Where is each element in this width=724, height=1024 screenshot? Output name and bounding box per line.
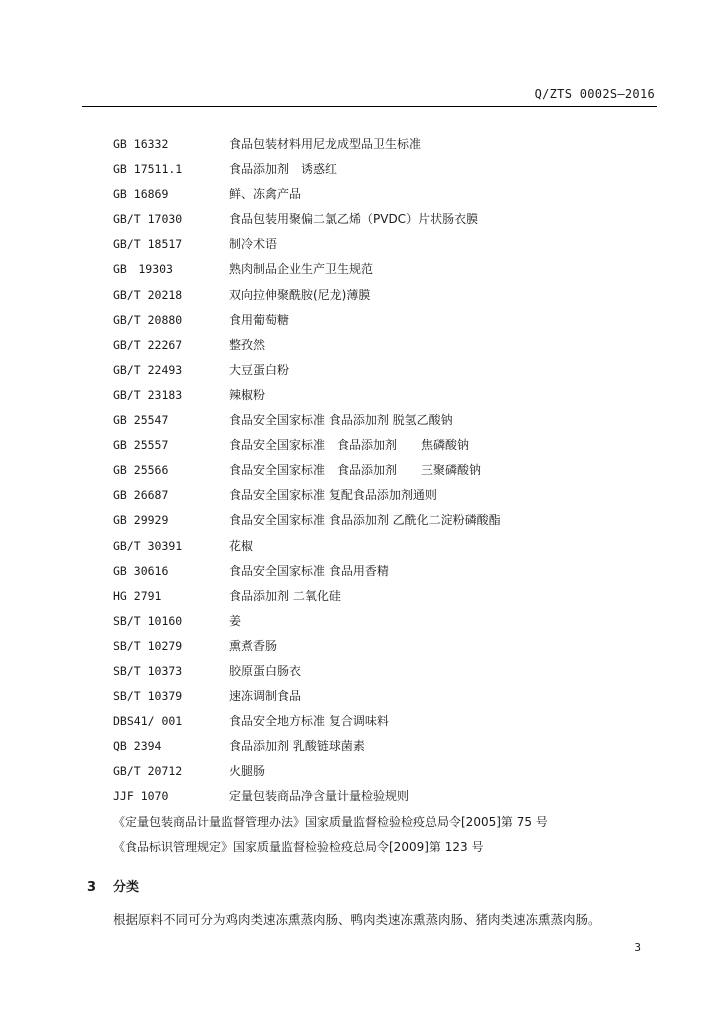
reference-code: GB 16332 bbox=[113, 137, 169, 151]
reference-title: 食品安全国家标准 食品用香精 bbox=[229, 563, 389, 578]
reference-row bbox=[113, 234, 673, 259]
reference-title: 速冻调制食品 bbox=[229, 689, 302, 704]
reference-code: JJF 1070 bbox=[113, 789, 169, 804]
reference-title: 食品安全国家标准 食品添加剂 三聚磷酸钠 bbox=[229, 463, 482, 478]
reference-title: 辣椒粉 bbox=[229, 387, 266, 402]
reference-title: 定量包装商品净含量计量检验规则 bbox=[229, 789, 410, 804]
reference-title: 食品包装材料用尼龙成型品卫生标准 bbox=[229, 137, 422, 151]
reference-title: 大豆蛋白粉 bbox=[229, 362, 290, 377]
reference-row bbox=[113, 711, 673, 736]
reference-code: GB/T 22493 bbox=[113, 362, 183, 377]
reference-code: GB 25547 bbox=[113, 413, 169, 428]
section-body-text: 根据原料不同可分为鸡肉类速冻熏蒸肉肠、鸭肉类速冻熏蒸肉肠、猪肉类速冻熏蒸肉肠。 bbox=[113, 912, 601, 927]
reference-code: GB/T 17030 bbox=[113, 212, 183, 227]
reference-row bbox=[113, 209, 673, 234]
reference-row bbox=[113, 460, 673, 485]
reference-title: 花椒 bbox=[229, 538, 254, 553]
reference-row bbox=[113, 611, 673, 636]
reference-title: 食品包装用聚偏二氯乙烯（PVDC）片状肠衣膜 bbox=[229, 212, 479, 227]
reference-row bbox=[113, 485, 673, 510]
reference-code: QB 2394 bbox=[113, 739, 162, 754]
reference-row bbox=[113, 360, 673, 385]
reference-title: 火腿肠 bbox=[229, 764, 266, 779]
reference-title: 制冷术语 bbox=[229, 237, 278, 252]
page-number: 3 bbox=[634, 941, 641, 954]
reference-code: GB 16869 bbox=[113, 187, 169, 202]
reference-title: 食品安全国家标准 食品添加剂 焦磷酸钠 bbox=[229, 438, 470, 453]
reference-row bbox=[113, 736, 673, 761]
normative-references-list bbox=[113, 134, 673, 862]
reference-row bbox=[113, 661, 673, 686]
header-rule bbox=[82, 106, 657, 107]
reference-title: 胶原蛋白肠衣 bbox=[229, 663, 302, 678]
reference-title: 食用葡萄糖 bbox=[229, 312, 290, 327]
section-title: 分类 bbox=[113, 880, 140, 895]
reference-title: 熟肉制品企业生产卫生规范 bbox=[229, 262, 374, 277]
reference-title: 食品安全国家标准 食品添加剂 乙酰化二淀粉磷酸酯 bbox=[229, 513, 501, 528]
standard-code-header: Q/ZTS 0002S—2016 bbox=[534, 87, 655, 101]
reference-row bbox=[113, 686, 673, 711]
reference-code: GB 19303 bbox=[113, 262, 173, 277]
reference-code: SB/T 10373 bbox=[113, 663, 183, 678]
reference-row bbox=[113, 761, 673, 786]
reference-row bbox=[113, 536, 673, 561]
reference-code: GB/T 18517 bbox=[113, 237, 183, 252]
reference-row bbox=[113, 259, 673, 284]
reference-code: SB/T 10279 bbox=[113, 638, 183, 653]
reference-code: GB 26687 bbox=[113, 488, 169, 503]
section-number: 3 bbox=[87, 880, 97, 895]
section-heading bbox=[87, 876, 139, 895]
reference-row bbox=[113, 510, 673, 535]
reference-row bbox=[113, 335, 673, 360]
reference-code: GB 25557 bbox=[113, 438, 169, 453]
reference-row bbox=[113, 586, 673, 611]
regulation-reference: 《定量包装商品计量监督管理办法》国家质量监督检验检疫总局令[2005]第 75 号 bbox=[113, 814, 548, 829]
reference-row bbox=[113, 786, 673, 811]
reference-title: 食品安全国家标准 复配食品添加剂通则 bbox=[229, 488, 437, 503]
reference-row bbox=[113, 385, 673, 410]
reference-title: 熏煮香肠 bbox=[229, 638, 278, 653]
regulation-reference: 《食品标识管理规定》国家质量监督检验检疫总局令[2009]第 123 号 bbox=[113, 839, 484, 854]
reference-code: GB/T 20880 bbox=[113, 312, 183, 327]
reference-code: SB/T 10379 bbox=[113, 689, 183, 704]
reference-title: 整孜然 bbox=[229, 337, 266, 352]
reference-code: GB 30616 bbox=[113, 563, 169, 578]
reference-code: DBS41/ 001 bbox=[113, 714, 183, 729]
reference-code: GB 25566 bbox=[113, 463, 169, 478]
reference-title: 姜 bbox=[229, 613, 242, 628]
reference-title: 食品安全地方标准 复合调味料 bbox=[229, 714, 389, 729]
reference-row bbox=[113, 561, 673, 586]
reference-title: 双向拉伸聚酰胺(尼龙)薄膜 bbox=[229, 287, 371, 302]
reference-row bbox=[113, 285, 673, 310]
reference-row bbox=[113, 310, 673, 335]
reference-code: SB/T 10160 bbox=[113, 613, 183, 628]
reference-code: GB/T 20712 bbox=[113, 764, 183, 779]
reference-title: 鲜、冻禽产品 bbox=[229, 187, 302, 202]
reference-title: 食品添加剂 乳酸链球菌素 bbox=[229, 739, 365, 754]
reference-row bbox=[113, 184, 673, 209]
reference-title: 食品添加剂 二氧化硅 bbox=[229, 588, 341, 603]
reference-code: GB/T 22267 bbox=[113, 337, 183, 352]
reference-code: GB/T 23183 bbox=[113, 387, 183, 402]
reference-code: GB 29929 bbox=[113, 513, 169, 528]
reference-title: 食品添加剂 诱惑红 bbox=[229, 162, 338, 177]
reference-row bbox=[113, 636, 673, 661]
reference-code: HG 2791 bbox=[113, 588, 162, 603]
reference-title: 食品安全国家标准 食品添加剂 脱氢乙酸钠 bbox=[229, 413, 453, 428]
reference-row bbox=[113, 435, 673, 460]
reference-code: GB/T 30391 bbox=[113, 538, 183, 553]
reference-row bbox=[113, 159, 673, 184]
reference-row bbox=[113, 134, 673, 159]
reference-code: GB/T 20218 bbox=[113, 287, 183, 302]
reference-row bbox=[113, 410, 673, 435]
reference-code: GB 17511.1 bbox=[113, 162, 183, 177]
